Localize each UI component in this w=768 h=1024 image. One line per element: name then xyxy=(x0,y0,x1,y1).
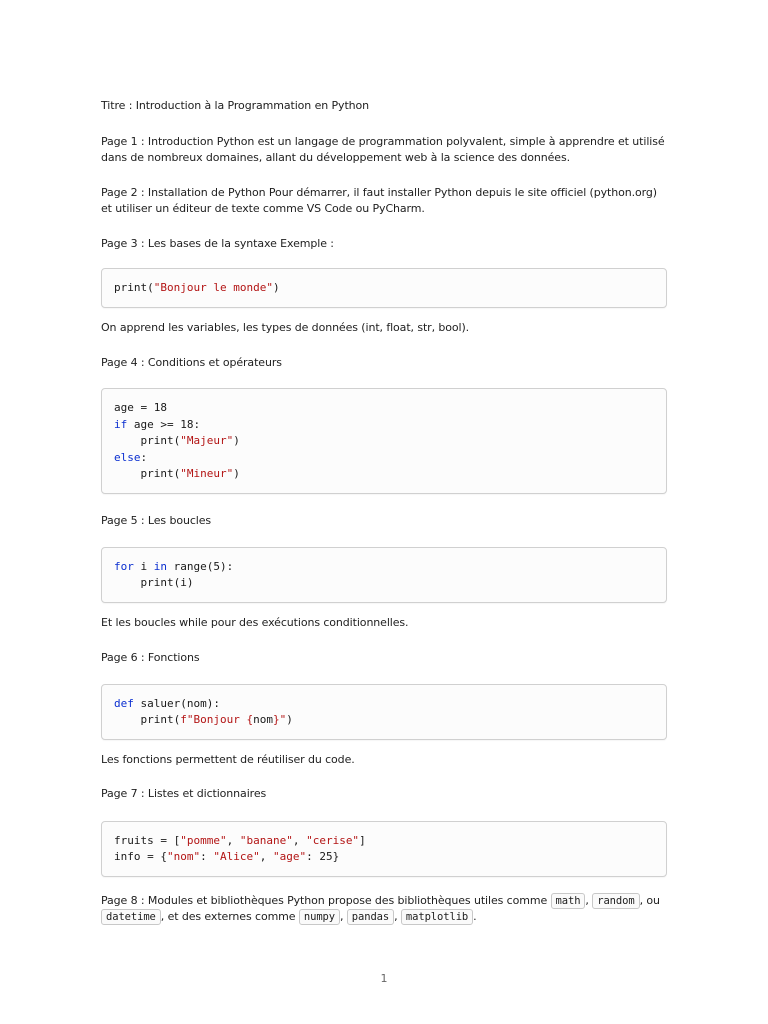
code-keyword: if xyxy=(114,417,128,431)
code-string: "Bonjour le monde" xyxy=(153,281,273,294)
code-block-hello xyxy=(101,268,667,308)
code-string: }" xyxy=(272,713,287,727)
code-block-functions xyxy=(101,684,667,740)
document-title: Titre : Introduction à la Programmation en Python xyxy=(101,99,370,112)
document-page xyxy=(101,98,667,926)
page7-heading: Page 7 : Listes et dictionnaires xyxy=(101,787,267,800)
inline-code-pandas: pandas xyxy=(347,909,394,925)
page5-paragraph: Et les boucles while pour des exécutions conditionnelles. xyxy=(101,615,409,629)
page3-heading: Page 3 : Les bases de la syntaxe Exemple : xyxy=(101,236,334,250)
code-token: print( xyxy=(114,281,154,294)
code-keyword: def xyxy=(114,696,134,710)
page2-paragraph: Page 2 : Installation de Python Pour démarrer, il faut installer Python depuis le site officiel (python.org) et utiliser un éditeur de texte comme VS Code ou PyCharm. xyxy=(101,185,657,215)
code-token: age >= 18: xyxy=(127,417,201,431)
code-block-conditions xyxy=(101,388,667,494)
code-token: i xyxy=(133,559,154,573)
code-token: : xyxy=(200,850,214,864)
code-token: , xyxy=(292,833,307,847)
text-run: , xyxy=(339,910,347,923)
code-keyword: in xyxy=(153,559,167,573)
text-run: , xyxy=(394,910,401,923)
page-number: 1 xyxy=(380,972,388,985)
code-token: ) xyxy=(233,434,240,448)
code-string: "Mineur" xyxy=(180,467,234,481)
code-string: f"Bonjour { xyxy=(180,713,254,727)
text-run: . xyxy=(473,910,477,923)
code-keyword: else xyxy=(114,450,141,464)
code-token: age = 18 xyxy=(114,401,167,414)
inline-code-datetime: datetime xyxy=(101,909,161,925)
page8-paragraph xyxy=(101,893,667,926)
code-token: : 25} xyxy=(306,850,340,864)
code-block-loops xyxy=(101,547,667,603)
inline-code-matplotlib: matplotlib xyxy=(401,909,473,925)
code-token: print( xyxy=(114,713,181,727)
text-run: , et des externes comme xyxy=(160,910,299,923)
code-token: ) xyxy=(272,281,280,294)
text-run: , xyxy=(585,893,593,907)
text-run: , ou xyxy=(639,893,660,907)
code-token: : xyxy=(140,450,148,464)
code-string: "banane" xyxy=(239,833,293,847)
code-token: info = { xyxy=(114,850,167,864)
code-string: "cerise" xyxy=(306,833,360,847)
code-token: print( xyxy=(114,434,181,448)
code-token: nom xyxy=(253,713,273,727)
inline-code-numpy: numpy xyxy=(299,909,340,925)
page1-paragraph: Page 1 : Introduction Python est un langage de programmation polyvalent, simple à apprendre et utilisé dans de nombreux domaines, allant du développement web à la science des données. xyxy=(101,134,665,164)
code-token: , xyxy=(226,833,240,847)
code-block-lists xyxy=(101,821,667,877)
code-token: ) xyxy=(233,467,240,481)
code-string: "nom" xyxy=(166,850,201,864)
code-token: ] xyxy=(359,833,366,847)
code-token: saluer(nom): xyxy=(133,696,220,710)
inline-code-math: math xyxy=(551,893,586,909)
code-keyword: for xyxy=(114,559,134,573)
code-string: "Alice" xyxy=(213,850,260,864)
code-string: "pomme" xyxy=(180,833,227,847)
page6-paragraph: Les fonctions permettent de réutiliser du code. xyxy=(101,752,355,766)
text-run: Page 8 : Modules et bibliothèques Python propose des bibliothèques utiles comme xyxy=(101,893,551,907)
code-token: fruits = [ xyxy=(114,833,181,847)
page4-heading: Page 4 : Conditions et opérateurs xyxy=(101,355,282,369)
code-token: print( xyxy=(114,467,181,481)
page3-paragraph: On apprend les variables, les types de données (int, float, str, bool). xyxy=(101,321,470,334)
page6-heading: Page 6 : Fonctions xyxy=(101,651,200,664)
inline-code-random: random xyxy=(592,893,639,909)
page5-heading: Page 5 : Les boucles xyxy=(101,514,212,527)
code-token: range(5): xyxy=(167,559,234,573)
code-token: , xyxy=(259,850,273,864)
code-string: "Majeur" xyxy=(180,434,234,448)
code-string: "age" xyxy=(272,850,307,864)
code-token: print(i) xyxy=(114,576,194,590)
code-token: ) xyxy=(286,713,293,727)
